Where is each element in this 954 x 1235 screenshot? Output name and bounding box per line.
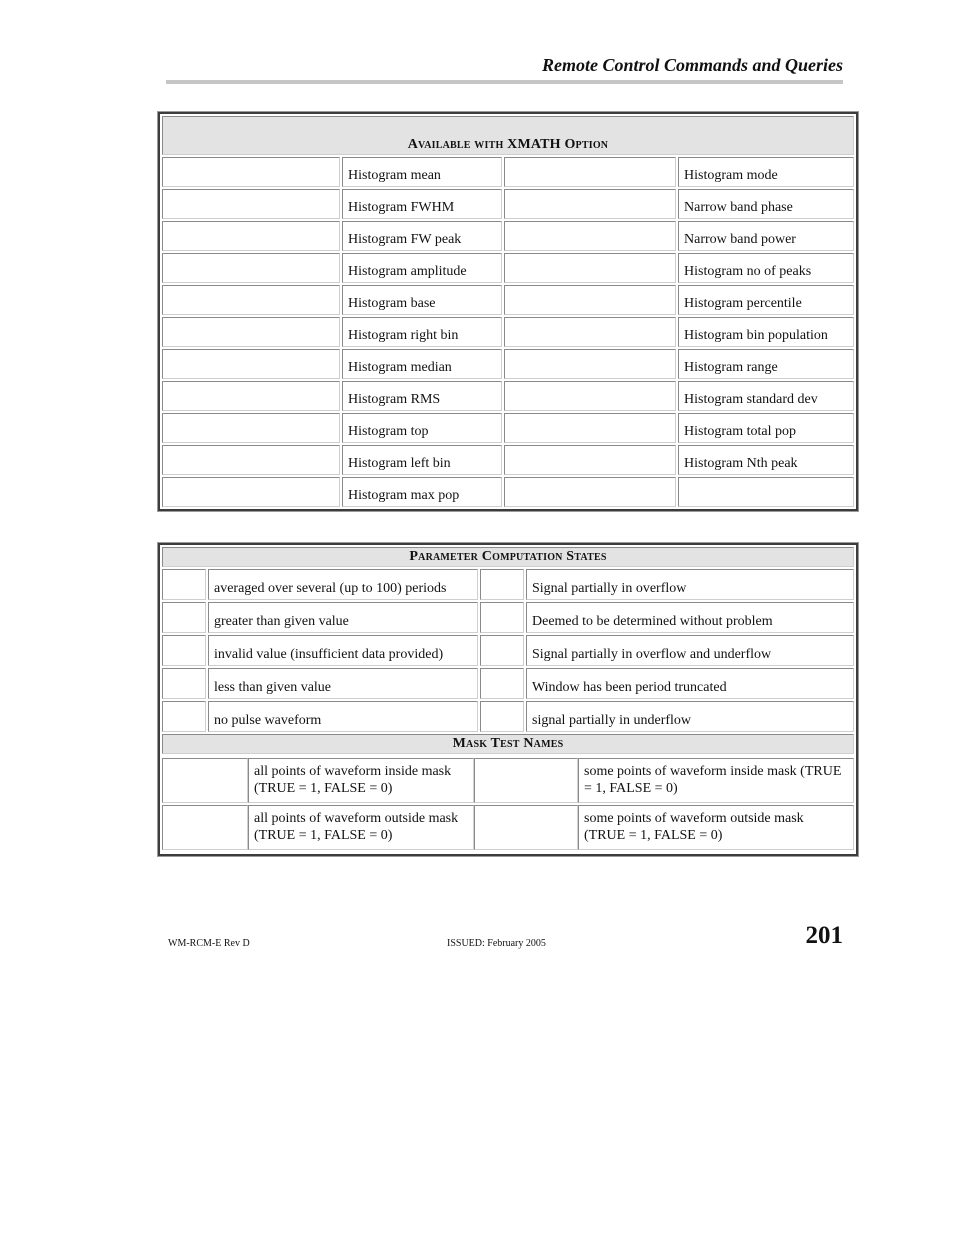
table-cell bbox=[504, 221, 676, 251]
table-cell: some points of waveform outside mask (TRUE = 1, FALSE = 0) bbox=[578, 805, 854, 850]
table-cell bbox=[162, 381, 340, 411]
table-cell: Window has been period truncated bbox=[526, 668, 854, 699]
table-cell: all points of waveform outside mask (TRUE = 1, FALSE = 0) bbox=[248, 805, 474, 850]
table-cell bbox=[504, 381, 676, 411]
table-cell: Histogram percentile bbox=[678, 285, 854, 315]
page-number: 201 bbox=[805, 922, 843, 949]
table-cell: Histogram median bbox=[342, 349, 502, 379]
table-cell bbox=[162, 445, 340, 475]
table-cell bbox=[504, 189, 676, 219]
table-cell bbox=[162, 285, 340, 315]
table-row bbox=[162, 157, 854, 187]
table-cell: Histogram left bin bbox=[342, 445, 502, 475]
footer-issued: ISSUED: February 2005 bbox=[447, 938, 546, 949]
table-cell: Histogram range bbox=[678, 349, 854, 379]
table-cell: Histogram amplitude bbox=[342, 253, 502, 283]
table-cell bbox=[480, 635, 524, 666]
table-row bbox=[162, 413, 854, 443]
table-cell bbox=[504, 253, 676, 283]
table-cell bbox=[474, 758, 578, 803]
mask-rows-container bbox=[162, 756, 854, 852]
table-cell: Deemed to be determined without problem bbox=[526, 602, 854, 633]
table-cell bbox=[162, 602, 206, 633]
table-cell: Narrow band power bbox=[678, 221, 854, 251]
table-row bbox=[162, 381, 854, 411]
table-cell: Histogram max pop bbox=[342, 477, 502, 507]
table-cell bbox=[678, 477, 854, 507]
table-cell: Histogram RMS bbox=[342, 381, 502, 411]
header-rule bbox=[166, 80, 843, 84]
table-cell: no pulse waveform bbox=[208, 701, 478, 732]
table-cell: Histogram mean bbox=[342, 157, 502, 187]
table-row bbox=[162, 253, 854, 283]
table-cell: Signal partially in overflow bbox=[526, 569, 854, 600]
table-cell: greater than given value bbox=[208, 602, 478, 633]
table-cell bbox=[162, 805, 248, 850]
table-cell bbox=[480, 668, 524, 699]
table-cell bbox=[162, 349, 340, 379]
table-cell: signal partially in underflow bbox=[526, 701, 854, 732]
computation-states-table bbox=[158, 543, 858, 856]
table-heading-row bbox=[162, 547, 854, 567]
table-cell: averaged over several (up to 100) periods bbox=[208, 569, 478, 600]
table-cell: Histogram right bin bbox=[342, 317, 502, 347]
table-cell bbox=[480, 701, 524, 732]
table-cell: Histogram standard dev bbox=[678, 381, 854, 411]
table-row bbox=[162, 758, 854, 803]
table-cell: Histogram base bbox=[342, 285, 502, 315]
table-cell bbox=[504, 445, 676, 475]
table-row bbox=[162, 635, 854, 666]
table-cell: less than given value bbox=[208, 668, 478, 699]
table-cell bbox=[162, 668, 206, 699]
table-cell bbox=[474, 805, 578, 850]
table-cell bbox=[162, 701, 206, 732]
table-row bbox=[162, 477, 854, 507]
table-row bbox=[162, 602, 854, 633]
table-row bbox=[162, 569, 854, 600]
table-heading-row bbox=[162, 116, 854, 155]
xmath-option-table bbox=[158, 112, 858, 511]
table-row bbox=[162, 317, 854, 347]
table-cell: all points of waveform inside mask (TRUE = 1, FALSE = 0) bbox=[248, 758, 474, 803]
table-cell bbox=[162, 569, 206, 600]
table-cell bbox=[504, 317, 676, 347]
table-cell: Narrow band phase bbox=[678, 189, 854, 219]
xmath-table-heading: Available with XMATH Option bbox=[162, 116, 854, 155]
table-cell bbox=[504, 349, 676, 379]
table-cell bbox=[504, 477, 676, 507]
table-cell bbox=[504, 157, 676, 187]
table-cell bbox=[162, 477, 340, 507]
mask-rows-cell bbox=[162, 756, 854, 852]
table-cell: Histogram FWHM bbox=[342, 189, 502, 219]
table-row bbox=[162, 221, 854, 251]
table-cell: Histogram top bbox=[342, 413, 502, 443]
table-row bbox=[162, 701, 854, 732]
table-cell: Histogram total pop bbox=[678, 413, 854, 443]
table-row bbox=[162, 189, 854, 219]
table-cell bbox=[162, 157, 340, 187]
table-cell: Histogram FW peak bbox=[342, 221, 502, 251]
table-cell bbox=[480, 602, 524, 633]
table-row bbox=[162, 668, 854, 699]
footer-doc-id: WM-RCM-E Rev D bbox=[168, 938, 250, 949]
table-row bbox=[162, 349, 854, 379]
table-cell: Histogram mode bbox=[678, 157, 854, 187]
table-heading-row bbox=[162, 734, 854, 754]
table-cell bbox=[504, 285, 676, 315]
table-cell: Histogram Nth peak bbox=[678, 445, 854, 475]
table-cell: some points of waveform inside mask (TRUE = 1, FALSE = 0) bbox=[578, 758, 854, 803]
mask-test-heading: Mask Test Names bbox=[162, 734, 854, 754]
states-table-heading: Parameter Computation States bbox=[162, 547, 854, 567]
table-cell bbox=[162, 635, 206, 666]
table-row bbox=[162, 285, 854, 315]
table-cell: Histogram no of peaks bbox=[678, 253, 854, 283]
table-cell bbox=[504, 413, 676, 443]
table-cell bbox=[162, 758, 248, 803]
table-cell bbox=[162, 317, 340, 347]
table-row bbox=[162, 805, 854, 850]
running-header-title: Remote Control Commands and Queries bbox=[541, 55, 843, 75]
mask-test-table bbox=[162, 756, 854, 852]
table-cell bbox=[162, 253, 340, 283]
table-cell bbox=[480, 569, 524, 600]
table-cell: Histogram bin population bbox=[678, 317, 854, 347]
table-row bbox=[162, 445, 854, 475]
table-cell bbox=[162, 221, 340, 251]
table-cell: invalid value (insufficient data provided) bbox=[208, 635, 478, 666]
table-cell bbox=[162, 413, 340, 443]
table-cell bbox=[162, 189, 340, 219]
table-cell: Signal partially in overflow and underflow bbox=[526, 635, 854, 666]
